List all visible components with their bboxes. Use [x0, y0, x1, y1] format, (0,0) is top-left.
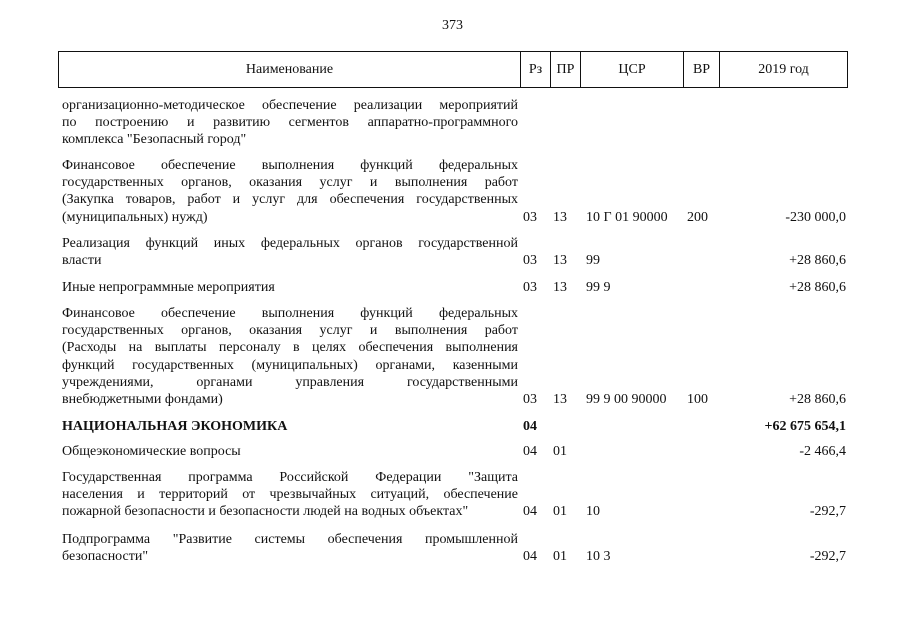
header-name: Наименование — [59, 52, 521, 88]
row-amount: +28 860,6 — [789, 280, 846, 295]
row-name-line: (Закупка товаров, работ и услуг для обеспечения государственных — [62, 192, 518, 208]
row-csr: 99 9 — [586, 280, 611, 295]
row-name-line: власти — [62, 253, 102, 269]
row-name-line: пожарной безопасности и безопасности людей на водных объектах" — [62, 504, 469, 520]
row-name-line: (муниципальных) нужд) — [62, 209, 208, 225]
row-csr: 99 — [586, 253, 600, 269]
row-rz: 04 — [523, 504, 537, 520]
row-pr: 13 — [553, 209, 567, 225]
row-name — [62, 418, 518, 435]
row-rz: 04 — [523, 419, 537, 434]
row-name-line: государственных органов, оказания услуг и выполнения работ — [62, 323, 518, 339]
row-name-line: комплекса "Безопасный город" — [62, 132, 247, 148]
row-rz: 03 — [523, 280, 537, 295]
row-pr: 01 — [553, 504, 567, 520]
row-name-line: безопасности" — [62, 549, 149, 565]
row-name-line: Иные непрограммные мероприятия — [62, 280, 275, 295]
row-name-line: НАЦИОНАЛЬНАЯ ЭКОНОМИКА — [62, 419, 288, 434]
row-rz: 03 — [523, 209, 537, 225]
row-amount: -2 466,4 — [799, 444, 846, 459]
header-rz: Рз — [521, 52, 551, 88]
row-csr: 99 9 00 90000 — [586, 392, 667, 407]
row-name-line: функций государственных (муниципальных) органами, казенными — [62, 357, 518, 373]
row-csr: 10 Г 01 90000 — [586, 209, 668, 225]
row-pr: 13 — [553, 253, 567, 269]
row-pr: 01 — [553, 444, 567, 459]
row-name — [62, 157, 518, 226]
row-name-line: Подпрограмма "Развитие системы обеспечения промышленной — [62, 532, 518, 547]
row-rz: 04 — [523, 549, 537, 565]
row-amount: -292,7 — [809, 504, 846, 520]
row-name-line: учреждениями, органами управления государственными — [62, 374, 518, 390]
header-pr: ПР — [551, 52, 581, 88]
row-pr: 01 — [553, 549, 567, 565]
row-csr: 10 3 — [586, 549, 611, 565]
row-name-line: по построению и развитию сегментов аппаратно-программного — [62, 115, 518, 131]
row-pr: 13 — [553, 392, 567, 407]
row-name — [62, 531, 518, 565]
row-vr: 200 — [687, 209, 708, 225]
row-name-line: государственных органов, оказания услуг и выполнения работ — [62, 175, 518, 191]
row-name-line: Финансовое обеспечение выполнения функций федеральных — [62, 306, 518, 321]
row-name-line: Реализация функций иных федеральных органов государственной — [62, 236, 518, 251]
row-name-line: Государственная программа Российской Федерации "Защита — [62, 470, 518, 485]
row-rz: 03 — [523, 253, 537, 269]
row-rz: 04 — [523, 444, 537, 459]
row-amount: -230 000,0 — [785, 209, 846, 225]
row-name-line: населения и территорий от чрезвычайных ситуаций, обеспечение — [62, 487, 518, 503]
row-name — [62, 235, 518, 269]
header-year: 2019 год — [720, 52, 848, 88]
row-name — [62, 279, 518, 296]
row-name — [62, 469, 518, 521]
row-amount: +62 675 654,1 — [764, 419, 846, 434]
row-amount: +28 860,6 — [789, 253, 846, 269]
table-header — [58, 51, 848, 88]
row-name-line: внебюджетными фондами) — [62, 392, 223, 408]
row-name-line: Общеэкономические вопросы — [62, 444, 241, 459]
header-csr: ЦСР — [581, 52, 684, 88]
row-amount: +28 860,6 — [789, 392, 846, 407]
row-rz: 03 — [523, 392, 537, 407]
row-vr: 100 — [687, 392, 708, 407]
row-name — [62, 97, 518, 149]
row-name-line: (Расходы на выплаты персоналу в целях обеспечения выполнения — [62, 340, 518, 356]
row-amount: -292,7 — [809, 549, 846, 565]
row-name-line: организационно-методическое обеспечение реализации мероприятий — [62, 98, 518, 113]
row-csr: 10 — [586, 504, 600, 520]
row-name — [62, 305, 518, 408]
row-pr: 13 — [553, 280, 567, 295]
row-name-line: Финансовое обеспечение выполнения функций федеральных — [62, 158, 518, 173]
header-vr: ВР — [684, 52, 720, 88]
row-name — [62, 443, 518, 460]
page-number: 373 — [442, 18, 463, 33]
